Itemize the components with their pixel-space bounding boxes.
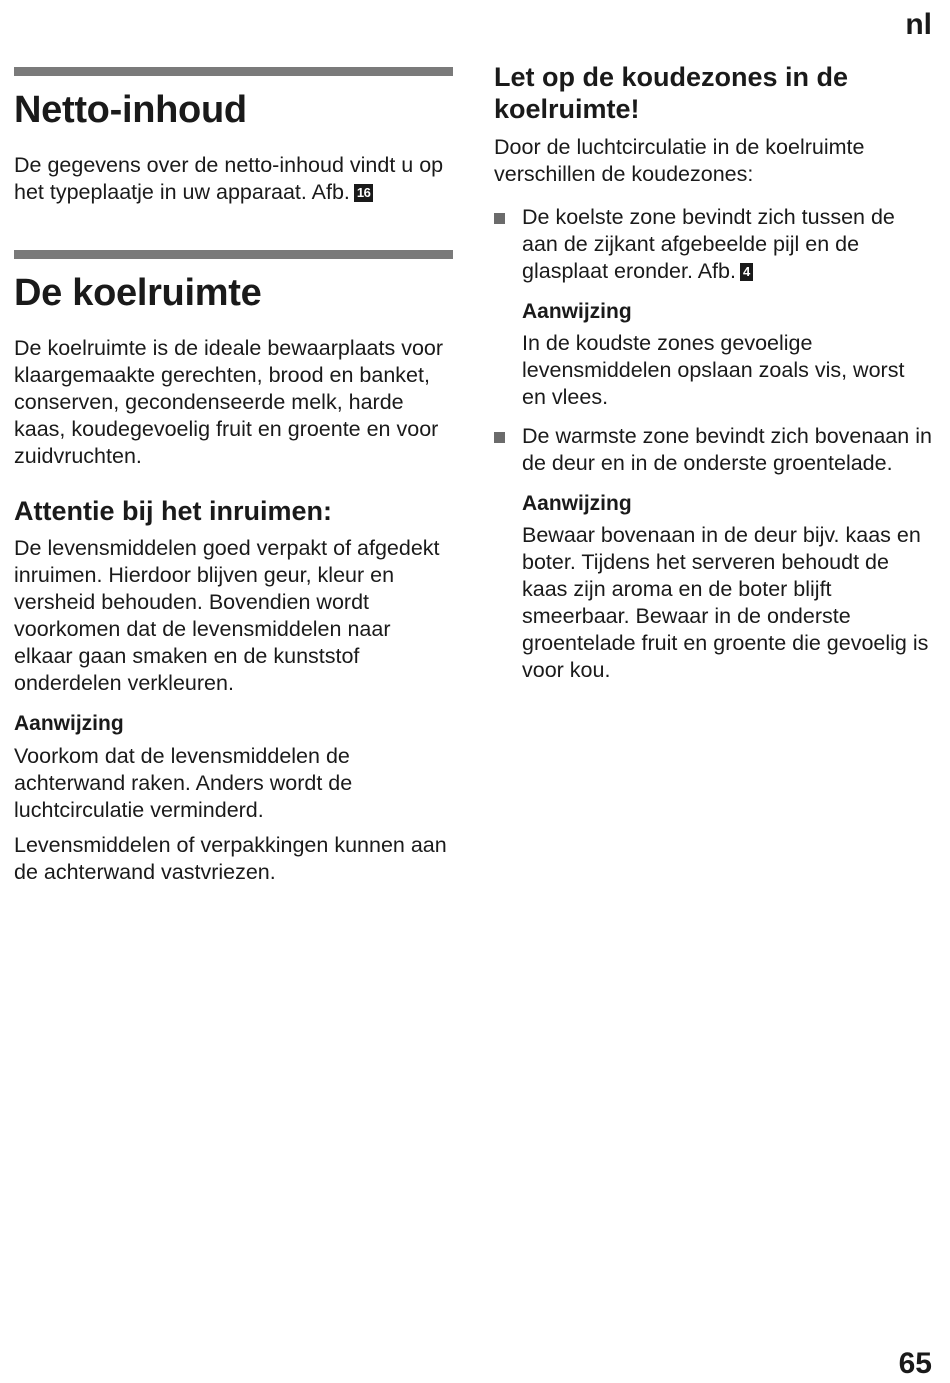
section-divider — [14, 250, 453, 259]
list-item — [494, 423, 934, 477]
page-number: 65 — [898, 1347, 932, 1380]
note-block — [494, 299, 934, 411]
bullet-square-icon — [494, 432, 505, 443]
note-text: In de koudste zones gevoelige levensmiddelen opslaan zoals vis, worst en vlees. — [522, 330, 905, 409]
section-divider — [14, 67, 453, 76]
netto-inhoud-text — [14, 152, 454, 206]
language-marker: nl — [905, 8, 932, 41]
figure-reference: 16 — [354, 184, 373, 202]
zone-text: De warmste zone bevindt zich bovenaan in de deur en in de onderste groentelade. — [522, 423, 932, 475]
list-item — [494, 204, 934, 285]
zone-text — [522, 204, 934, 285]
note-block — [494, 491, 934, 684]
zone-body: De koelste zone bevindt zich tussen de aan de zijkant afgebeelde pijl en de glasplaat eronder. Afb. — [522, 204, 895, 283]
note-heading: Aanwijzing — [522, 299, 632, 323]
note-text: Bewaar bovenaan in de deur bijv. kaas en boter. Tijdens het serveren behoudt de kaas zijn aroma en de boter blijft smeerbaar. Bewaar in de onderste groentelade fruit en groente die gevoelig is voor kou. — [522, 523, 929, 683]
bullet-square-icon — [494, 213, 505, 224]
figure-reference: 4 — [740, 263, 753, 281]
koelruimte-text: De koelruimte is de ideale bewaarplaats voor klaargemaakte gerechten, brood en banket, conserven, gecondenseerde melk, harde kaas, koudegevoelig fruit en groente en voor zuidvruchten. — [14, 335, 444, 468]
subheading-attentie: Attentie bij het inruimen: — [14, 495, 333, 526]
zone-list — [494, 204, 934, 285]
note-heading: Aanwijzing — [14, 712, 124, 736]
zone-list — [494, 423, 934, 477]
koudezones-intro: Door de luchtcirculatie in de koelruimte verschillen de koudezones: — [494, 134, 865, 186]
section-title-de-koelruimte: De koelruimte — [14, 271, 262, 314]
attentie-text: De levensmiddelen goed verpakt of afgedekt inruimen. Hierdoor blijven geur, kleur en versheid behouden. Bovendien wordt voorkomen dat de levensmiddelen naar elkaar gaan smaken en de kunststof onderdelen verkleuren. — [14, 536, 440, 696]
note-text: Levensmiddelen of verpakkingen kunnen aan de achterwand vastvriezen. — [14, 832, 447, 884]
right-column — [494, 62, 934, 696]
note-heading: Aanwijzing — [522, 491, 632, 515]
netto-inhoud-body: De gegevens over de netto-inhoud vindt u op het typeplaatje in uw apparaat. Afb. — [14, 152, 444, 204]
left-column — [14, 67, 454, 894]
section-title-netto-inhoud: Netto-inhoud — [14, 89, 247, 131]
note-text: Voorkom dat de levensmiddelen de achterwand raken. Anders wordt de luchtcirculatie verminderd. — [14, 743, 353, 822]
section-title-koudezones: Let op de koudezones in de koelruimte! — [494, 62, 849, 124]
